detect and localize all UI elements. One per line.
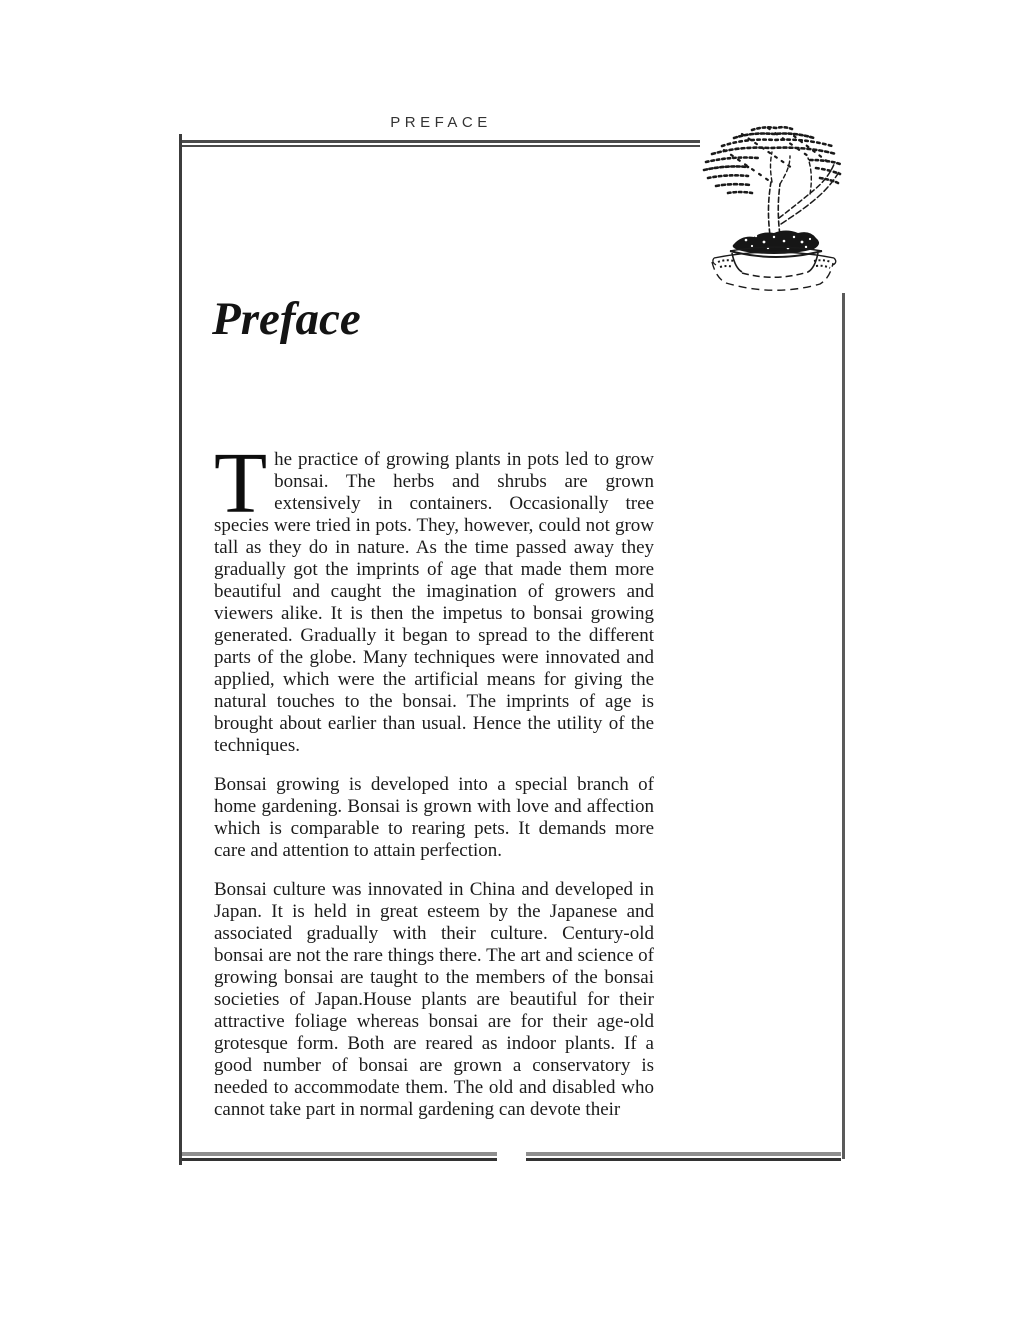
right-page-border [842, 293, 845, 1159]
paragraph-3: Bonsai culture was innovated in China and developed in Japan. It is held in great esteem by the Japanese and associated gradually with their culture. Century-old bonsai are not the rare things there. The art and science of growing bonsai are taught to the members of the bonsai societies of Japan.House plants are beautiful for their attractive foliage whereas bonsai are for their age-old grotesque form. Both are reared as indoor plants. If a good number of bonsai are grown a conservatory is needed to accommodate them. The old and disabled who cannot take part in normal gardening can devote their [214, 879, 654, 1120]
bottom-double-rule-right [526, 1152, 841, 1161]
paragraph-2: Bonsai growing is developed into a special branch of home gardening. Bonsai is grown with love and affection which is comparable to rearing pets. It demands more care and attention to attain perfection. [214, 774, 654, 861]
left-page-border [179, 134, 182, 1165]
paragraph-1 [214, 434, 654, 757]
running-head: PREFACE [390, 114, 492, 131]
top-double-rule [182, 140, 700, 147]
bonsai-illustration-icon [698, 120, 850, 304]
rule-line [182, 1158, 497, 1161]
bottom-double-rule-left [182, 1152, 497, 1161]
page-title: Preface [212, 293, 361, 345]
body-text [214, 434, 654, 1138]
rule-line [182, 145, 700, 147]
rule-line [526, 1158, 841, 1161]
drop-cap: T [214, 434, 268, 531]
paragraph-1-text: he practice of growing plants in pots led to grow bonsai. The herbs and shrubs are grown extensively in containers. Occasionally tree species were tried in pots. They, however, could not grow tall as they do in nature. As the time passed away they gradually got the imprints of age that made them more beautiful and caught the imagination of growers and viewers alike. It is then the impetus to bonsai growing generated. Gradually it began to spread to the different parts of the globe. Many techniques were innovated and applied, which were the artificial means for giving the natural touches to the bonsai. The imprints of age is brought about earlier than usual. Hence the utility of the techniques. [214, 449, 654, 756]
